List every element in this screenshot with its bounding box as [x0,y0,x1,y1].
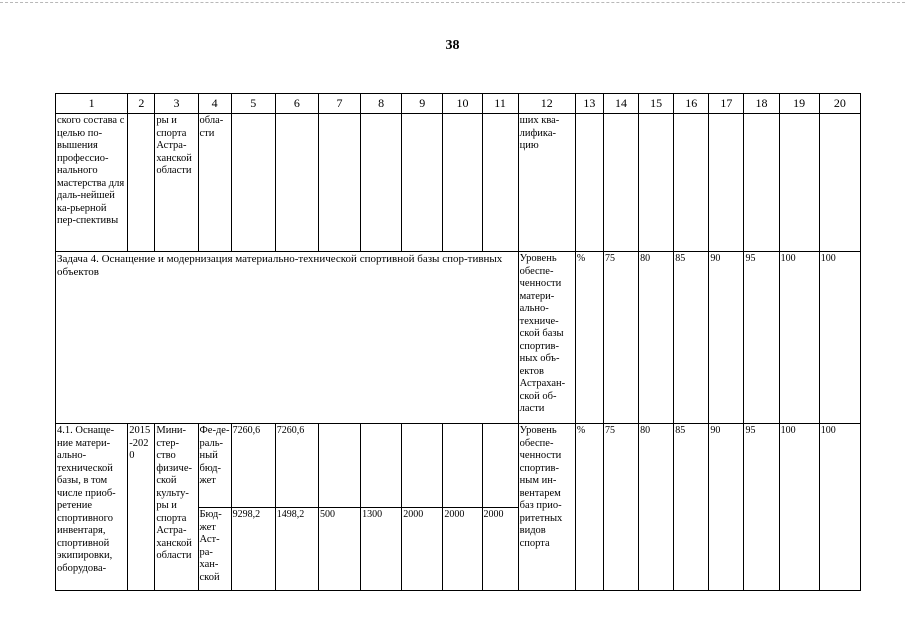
regional-2016: 500 [318,508,360,591]
measure-4-1-target-value: 90 [709,424,744,591]
column-number: 10 [443,94,482,114]
empty-cell [744,114,779,252]
empty-cell [482,114,518,252]
measure-4-1-unit: % [575,424,603,591]
source-cell: обла-сти [198,114,231,252]
column-number: 11 [482,94,518,114]
task4-target-value: 85 [674,252,709,424]
regional-2019: 2000 [443,508,482,591]
column-number: 19 [779,94,819,114]
column-number: 1 [56,94,128,114]
empty-cell [231,114,275,252]
empty-cell [443,114,482,252]
task4-target-value: 100 [779,252,819,424]
continued-row [56,114,861,252]
regional-total: 9298,2 [231,508,275,591]
empty-cell [779,114,819,252]
empty-cell [482,424,518,508]
federal-2015: 7260,6 [275,424,318,508]
scan-top-edge [0,2,905,3]
column-number: 3 [155,94,198,114]
funding-source-federal: Фе-де-раль-ный бюд-жет [198,424,231,508]
page-number: 38 [445,38,460,53]
measure-4-1-target-value: 75 [603,424,638,591]
task4-target-value: 100 [819,252,860,424]
column-numbers-row [56,94,861,114]
regional-2015: 1498,2 [275,508,318,591]
empty-cell [639,114,674,252]
column-number: 15 [639,94,674,114]
empty-cell [575,114,603,252]
empty-cell [128,114,155,252]
regional-2018: 2000 [402,508,443,591]
executor-cell: ры и спорта Астра-ханской области [155,114,198,252]
task4-target-value: 90 [709,252,744,424]
measure-4-1-target-value: 100 [819,424,860,591]
measure-4-1-target-value: 100 [779,424,819,591]
column-number: 9 [402,94,443,114]
column-number: 14 [603,94,638,114]
funding-source-regional: Бюд-жет Аст-ра-хан-ской [198,508,231,591]
regional-2020: 2000 [482,508,518,591]
column-number: 16 [674,94,709,114]
task4-target-value: 80 [639,252,674,424]
measure-4-1-federal-row [56,424,861,508]
task4-row [56,252,861,424]
federal-total: 7260,6 [231,424,275,508]
column-number: 18 [744,94,779,114]
empty-cell [402,114,443,252]
empty-cell [709,114,744,252]
column-number: 7 [318,94,360,114]
measure-4-1-period: 2015-2020 [128,424,155,591]
empty-cell [443,424,482,508]
empty-cell [361,114,402,252]
column-number: 2 [128,94,155,114]
column-number: 13 [575,94,603,114]
empty-cell [361,424,402,508]
task4-target-value: 95 [744,252,779,424]
column-number: 12 [518,94,575,114]
empty-cell [674,114,709,252]
program-table [55,93,861,590]
task4-target-value: 75 [603,252,638,424]
column-number: 20 [819,94,860,114]
task4-unit: % [575,252,603,424]
empty-cell [402,424,443,508]
measure-4-1-target-value: 85 [674,424,709,591]
empty-cell [318,424,360,508]
measure-4-1-name: 4.1. Оснаще-ние матери-ально-технической базы, в том числе приоб-ретение спортивного инвентаря, спортивной экипировки, оборудова- [56,424,128,591]
measure-4-1-target-value: 80 [639,424,674,591]
measure-4-1-executor: Мини-стер-ство физиче-ской культу-ры и спорта Астра-ханской области [155,424,198,591]
column-number: 5 [231,94,275,114]
column-number: 17 [709,94,744,114]
column-number: 4 [198,94,231,114]
task4-indicator: Уровень обеспе-ченности матери-ально-техниче-ской базы спортив-ных объ-ектов Астрахан-ской об-ласти [518,252,575,424]
empty-cell [318,114,360,252]
task4-title: Задача 4. Оснащение и модернизация материально-технической спортивной базы спор-тивных объектов [56,252,519,424]
empty-cell [275,114,318,252]
regional-2017: 1300 [361,508,402,591]
column-number: 6 [275,94,318,114]
empty-cell [819,114,860,252]
column-number: 8 [361,94,402,114]
measure-4-1-target-value: 95 [744,424,779,591]
measure-4-1-indicator: Уровень обеспе-ченности спортив-ным ин-вентарем баз прио-ритетных видов спорта [518,424,575,591]
empty-cell [603,114,638,252]
measure-name-cell: ского состава с целью по-вышения профессио-нального мастерства для даль-нейшей ка-рьерной пер-спективы [56,114,128,252]
indicator-cell: ших ква-лифика-цию [518,114,575,252]
